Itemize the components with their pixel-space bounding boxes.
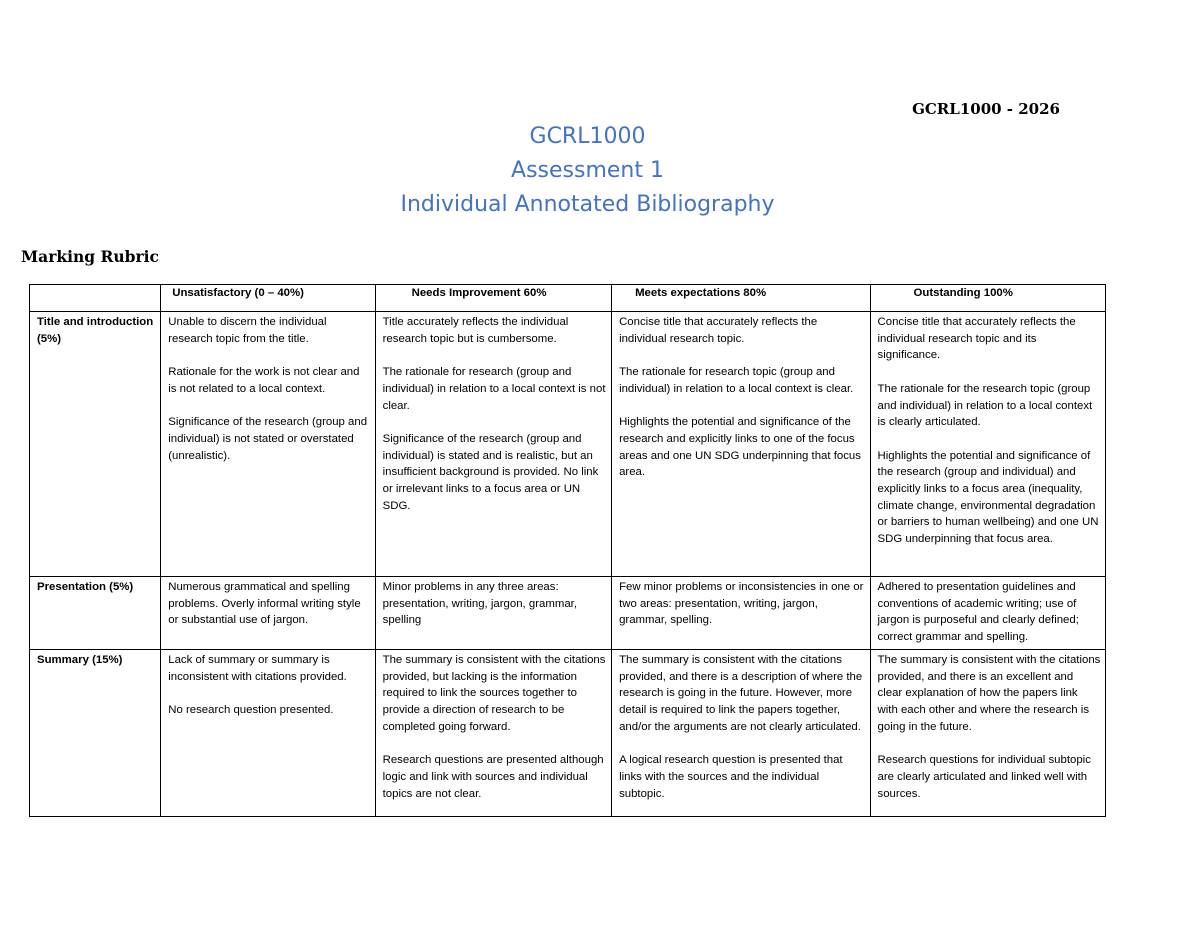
criterion-text: Unable to discern the individual research topic from the title.: [168, 316, 327, 345]
criterion-text: The summary is consistent with the citations provided, and there is a description of where the research is going in the future. However, more detail is required to link the papers together, and/or the arguments are not clearly articulated.: [619, 654, 863, 733]
header-cell-meets-expectations: Meets expectations 80%: [612, 285, 870, 312]
criterion-text: The summary is consistent with the citations provided, and there is an excellent and clear explanation of how the papers link with each other and where the research is going in the future.: [877, 654, 1101, 733]
header-cell-unsatisfactory: Unsatisfactory (0 – 40%): [161, 285, 375, 312]
row-label-title-introduction: Title and introduction (5%): [30, 312, 161, 577]
title-assessment: Assessment 1: [511, 158, 664, 183]
cell-unsatisfactory: [161, 650, 375, 817]
row-label-presentation: Presentation (5%): [30, 577, 161, 650]
cell-unsatisfactory: [161, 312, 375, 577]
criterion-text: The summary is consistent with the citations provided, but lacking is the information required to link the sources together to provide a direction of research to be completed going forward.: [382, 654, 606, 733]
table-header-row: [30, 285, 1106, 312]
cell-outstanding: [870, 577, 1105, 650]
header-cell-outstanding: Outstanding 100%: [870, 285, 1105, 312]
criterion-text: No research question presented.: [168, 704, 334, 717]
cell-needs-improvement: [375, 650, 611, 817]
header-cell-needs-improvement: Needs Improvement 60%: [375, 285, 611, 312]
document-title: [0, 120, 1175, 222]
table-row: [30, 312, 1106, 577]
criterion-text: Significance of the research (group and individual) is not stated or overstated (unrealistic).: [168, 416, 368, 462]
criterion-text: Title accurately reflects the individual research topic but is cumbersome.: [382, 316, 569, 345]
criterion-text: The rationale for research topic (group and individual) in relation to a local context is clear.: [619, 366, 854, 395]
criterion-text: Few minor problems or inconsistencies in one or two areas: presentation, writing, jargon, grammar, spelling.: [619, 581, 864, 627]
criterion-text: A logical research question is presented that links with the sources and the individual subtopic.: [619, 754, 843, 800]
cell-needs-improvement: [375, 577, 611, 650]
cell-outstanding: [870, 312, 1105, 577]
cell-meets-expectations: [612, 312, 870, 577]
table-row: [30, 650, 1106, 817]
row-label-summary: Summary (15%): [30, 650, 161, 817]
criterion-text: Concise title that accurately reflects the individual research topic.: [619, 316, 818, 345]
criterion-text: Concise title that accurately reflects the individual research topic and its significance.: [877, 316, 1076, 362]
criterion-text: Significance of the research (group and individual) is stated and is realistic, but an insufficient background is provided. No link or irrelevant links to a focus area or UN SDG.: [382, 432, 599, 512]
cell-meets-expectations: [612, 650, 870, 817]
criterion-text: Minor problems in any three areas: presentation, writing, jargon, grammar, spelling: [382, 581, 577, 627]
criterion-text: Numerous grammatical and spelling problems. Overly informal writing style or substantial use of jargon.: [168, 581, 361, 627]
rubric-heading: Marking Rubric: [21, 247, 159, 266]
cell-needs-improvement: [375, 312, 611, 577]
criterion-text: Lack of summary or summary is inconsistent with citations provided.: [168, 654, 347, 683]
criterion-text: Highlights the potential and significance of the research (group and individual) and explicitly links to a focus area (inequality, climate change, environmental degradation or barriers to human wellbeing) and one UN SDG underpinning that focus area.: [877, 449, 1099, 546]
marking-rubric-table: [29, 284, 1106, 817]
cell-outstanding: [870, 650, 1105, 817]
title-course-code: GCRL1000: [529, 124, 646, 149]
title-assessment-name: Individual Annotated Bibliography: [400, 192, 775, 217]
criterion-text: Rationale for the work is not clear and is not related to a local context.: [168, 366, 360, 395]
criterion-text: The rationale for research (group and individual) in relation to a local context is not clear.: [382, 366, 606, 412]
criterion-text: Adhered to presentation guidelines and conventions of academic writing; use of jargon is purposeful and clearly defined; correct grammar and spelling.: [877, 581, 1079, 644]
cell-meets-expectations: [612, 577, 870, 650]
cell-unsatisfactory: [161, 577, 375, 650]
course-code-header: GCRL1000 - 2026: [912, 100, 1060, 118]
criterion-text: Highlights the potential and significance of the research and explicitly links to one of the focus areas and one UN SDG underpinning that focus area.: [619, 416, 861, 479]
criterion-text: The rationale for the research topic (group and individual) in relation to a local context is clearly articulated.: [877, 382, 1093, 429]
criterion-text: Research questions are presented although logic and link with sources and individual topics are not clear.: [382, 754, 604, 800]
criterion-text: Research questions for individual subtopic are clearly articulated and linked well with sources.: [877, 754, 1091, 800]
table-row: [30, 577, 1106, 650]
header-cell-empty: [30, 285, 161, 312]
